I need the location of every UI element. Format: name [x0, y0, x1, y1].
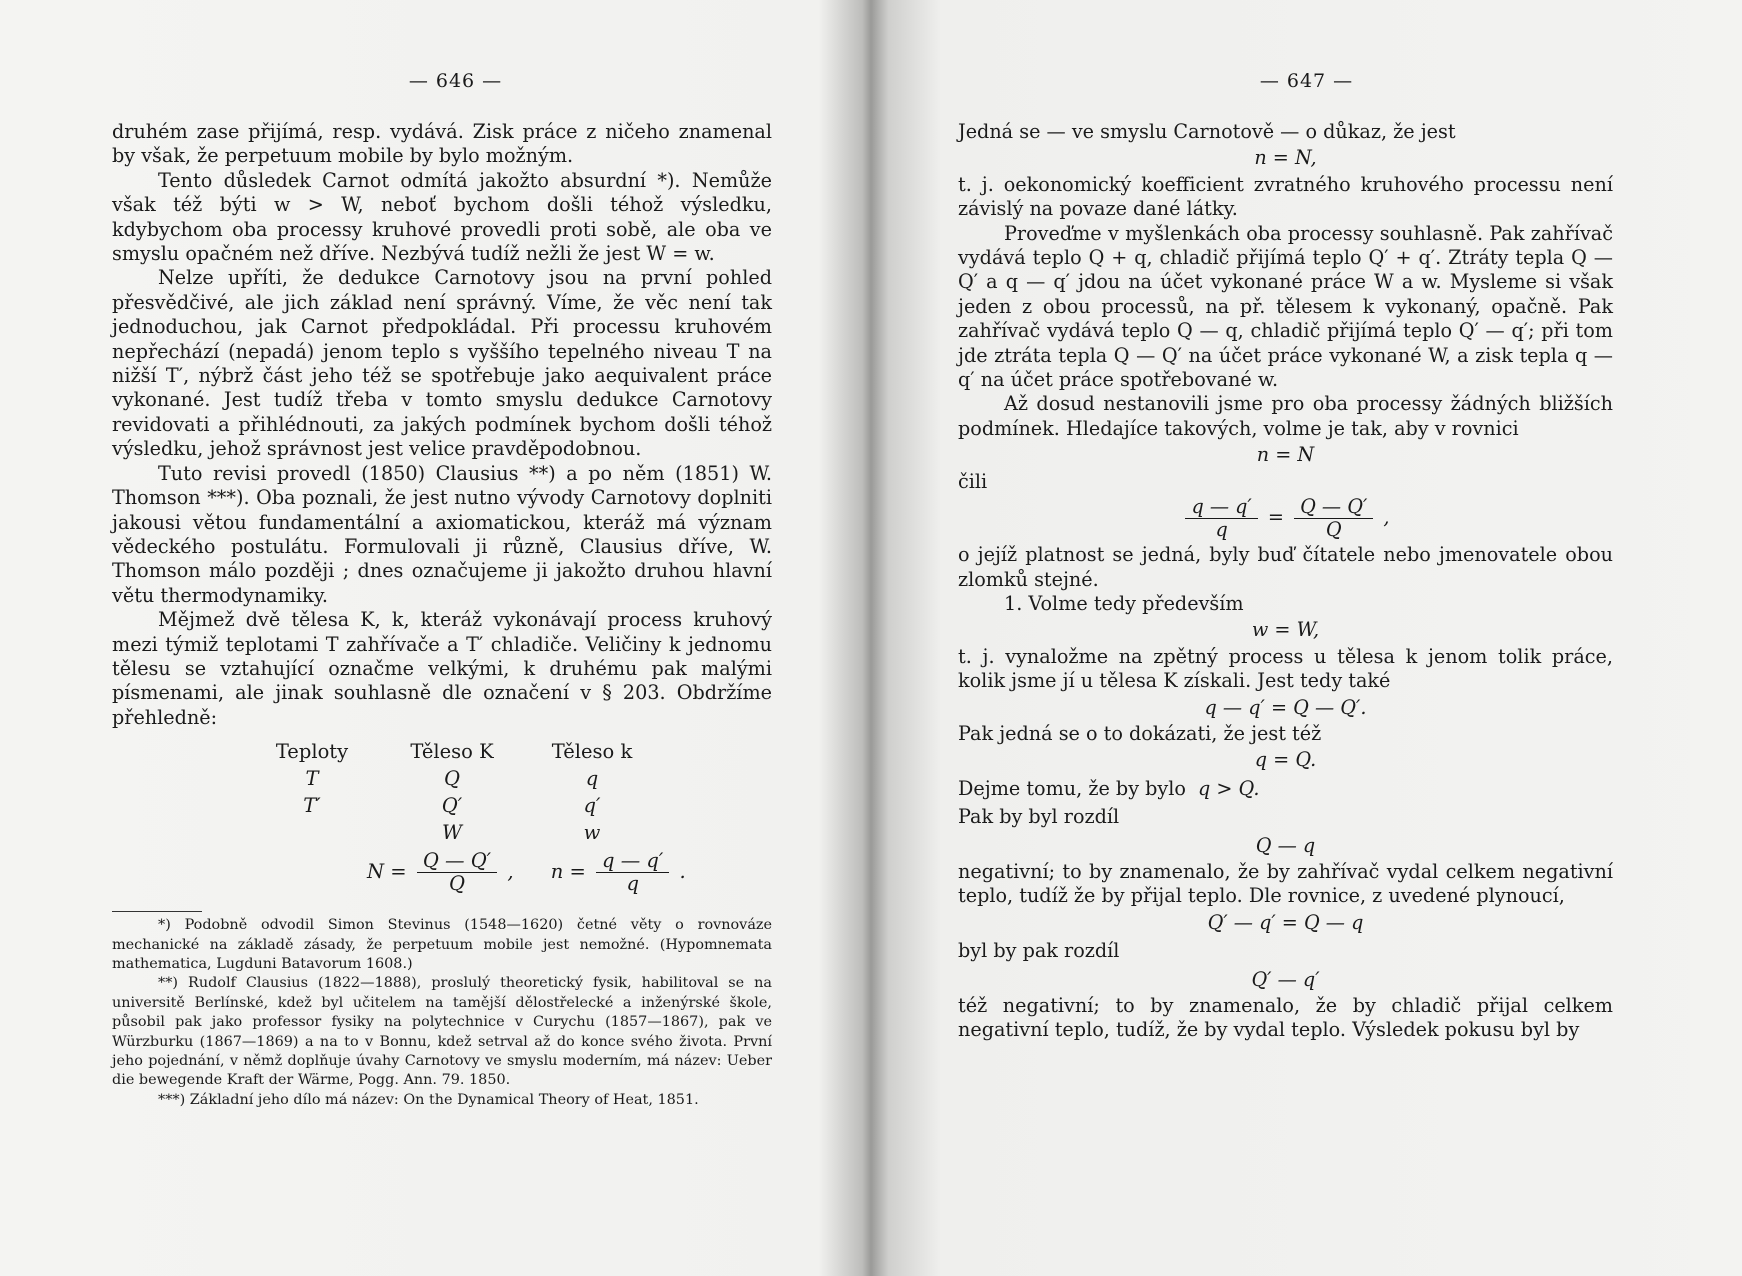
- table-cell: W: [441, 821, 463, 845]
- equation: q — q′ = Q — Q′.: [1204, 695, 1367, 719]
- formula-end: .: [679, 860, 686, 884]
- equation: Q′ — q′: [1251, 967, 1320, 991]
- paragraph: o jejíž platnost se jedná, byly buď čítatele nebo jmenovatele obou zlomků stejné.: [958, 543, 1613, 591]
- footnote-rule: [112, 911, 202, 912]
- efficiency-formula: [367, 850, 772, 895]
- paragraph: Tento důsledek Carnot odmítá jakožto absurdní *). Nemůže však též býti w > W, neboť bychom došli téhož výsledku, kdybychom oba processy kruhové provedli proti sobě, ale oba ve smyslu opačném než dříve. Nezbývá tudíž nežli že jest W = w.: [112, 168, 772, 266]
- footnote: *) Podobně odvodil Simon Stevinus (1548—1620) četné věty o rovnováze mechanické na základě zásady, že perpetuum mobile jest nemožné. (Hypomnemata mathematica, Lugduni Batavorum 1608.): [112, 917, 772, 972]
- fraction-denominator: Q: [1325, 518, 1342, 542]
- table-cell: Q: [444, 767, 460, 791]
- paragraph: Jedná se — ve smyslu Carnotově — o důkaz, že jest: [958, 120, 1456, 143]
- paragraph: druhém zase přijímá, resp. vydává. Zisk práce z ničeho znamenal by však, že perpetuum mobile by bylo možným.: [112, 120, 772, 168]
- table-cell: Q′: [441, 794, 463, 818]
- paragraph: Nelze upříti, že dedukce Carnotovy jsou na první pohled přesvědčivé, ale jich základ není správný. Víme, že věc není tak jednoduchou, jak Carnot předpokládal. Při processu kruhovém nepřechází (nepadá) jenom teplo s vyššího tepelného niveau T na nižší T′, nýbrž část jeho též se spotřebuje jako aequivalent práce vykonané. Jest tudíž třeba v tomto smyslu dedukce Carnotovy revidovati a přihlédnouti, za jakých podmínek bychom došli téhož výsledku, jehož správnost jest velice pravděpodobnou.: [112, 266, 772, 461]
- formula-end: ,: [1383, 505, 1390, 529]
- equation: q = Q.: [1254, 748, 1317, 772]
- paragraph: t. j. oekonomický koefficient zvratného kruhového processu není závislý na povaze dané látky.: [958, 172, 1613, 221]
- equation: n = N: [1256, 443, 1315, 467]
- equation: q > Q.: [1198, 776, 1260, 800]
- table-cell: T: [305, 767, 319, 791]
- equation-label: byl by pak rozdíl: [958, 939, 1120, 963]
- page-number-left: — 646 —: [408, 70, 503, 92]
- paragraph: Až dosud nestanovili jsme pro oba processy žádných bližších podmínek. Hledajíce takových, volme je tak, aby v rovnici: [958, 392, 1613, 440]
- table-header: Těleso k: [551, 740, 633, 764]
- fraction-denominator: Q: [448, 872, 465, 896]
- table-cell: [247, 819, 377, 846]
- fraction-numerator: Q — Q′: [1294, 496, 1373, 519]
- table-cell: T′: [303, 794, 321, 818]
- paragraph: Tuto revisi provedl (1850) Clausius **) a po něm (1851) W. Thomson ***). Oba poznali, že jest nutno vývody Carnotovy doplniti jakousi větou fundamentální a axiomatickou, kteráž má význam vědeckého postulátu. Formulovali ji různě, Clausius dříve, W. Thomson málo později ; dnes označujeme ji jakožto druhou hlavní větu thermodynamiky.: [112, 461, 772, 607]
- footnote: **) Rudolf Clausius (1822—1888), proslulý theoretický fysik, habilitoval se na universitě Berlínské, kdež byl učitelem na tamější dělostřelecké a inženýrské škole, působil pak jako professor fysiky na polytechnice v Curychu (1857—1867), pak ve Würzburku (1867—1869) a na to v Bonnu, kdež setrval až do konce svého života. První jeho pojednání, v němž doplňuje úvahy Carnotovy ve smyslu moderním, má název: Ueber die bewegende Kraft der Wärme, Pogg. Ann. 79. 1850.: [112, 975, 772, 1089]
- table-cell: w: [583, 821, 601, 845]
- fraction-denominator: q: [1215, 518, 1228, 542]
- equation: Q′ — q′ = Q — q: [1207, 910, 1364, 934]
- equation: w = W,: [1251, 618, 1320, 642]
- table-cell: q′: [583, 794, 601, 818]
- equals-sign: =: [1267, 505, 1284, 529]
- footnotes: [112, 916, 772, 1110]
- paragraph: 1. Volme tedy především: [1004, 591, 1244, 615]
- fraction: [1185, 496, 1257, 541]
- comparison-table: [247, 738, 772, 846]
- equation-label: Dejme tomu, že by bylo: [958, 776, 1186, 800]
- equation-line: [958, 777, 1613, 801]
- paragraph: Mějmež dvě tělesa K, k, kteráž vykonávají process kruhový mezi týmiž teplotami T zahřívače a T′ chladiče. Veličiny k jednomu tělesu se vztahující označme velkými, k druhému pak malými písmenami, ale jinak souhlasně dle označení v § 203. Obdržíme přehledně:: [112, 608, 772, 729]
- fraction-denominator: q: [626, 872, 639, 896]
- equation-label: Pak by byl rozdíl: [958, 805, 1120, 829]
- fraction: [417, 850, 497, 895]
- paragraph: čili: [958, 469, 988, 493]
- table-cell: q: [585, 767, 599, 791]
- paragraph: Proveďme v myšlenkách oba processy souhlasně. Pak zahřívač vydává teplo Q + q, chladič přijímá teplo Q′ + q′. Ztráty tepla Q — Q′ a q — q′ jdou na účet vykonané práce W a w. Mysleme si však jeden z obou processů, na př. tělesem k vykonaný, opačně. Pak zahřívač vydává teplo Q — q, chladič přijímá teplo Q′ — q′; při tom jde ztráta tepla Q — Q′ na účet práce vykonané W, a zisk tepla q — q′ na účet práce spotřebované w.: [958, 221, 1613, 392]
- paragraph: Pak jedná se o to dokázati, že jest též: [958, 721, 1322, 745]
- fraction-numerator: q — q′: [596, 850, 669, 873]
- fraction: [1294, 496, 1373, 541]
- equation: n = N,: [1254, 146, 1317, 170]
- equation-line: [958, 805, 1613, 829]
- formula-lhs: N =: [367, 860, 407, 884]
- fraction-numerator: Q — Q′: [417, 850, 497, 873]
- formula-separator: ,: [507, 860, 514, 884]
- fraction: [596, 850, 669, 895]
- right-page-body: [958, 120, 1613, 1043]
- footnote: ***) Základní jeho dílo má název: On the Dynamical Theory of Heat, 1851.: [158, 1091, 699, 1108]
- fraction-numerator: q — q′: [1185, 496, 1257, 519]
- left-page-body: [112, 120, 772, 1110]
- table-header: Teploty: [275, 740, 349, 764]
- paragraph: t. j. vynaložme na zpětný process u tělesa k jenom tolik práce, kolik jsme jí u tělesa K získali. Jest tedy také: [958, 644, 1613, 693]
- table-header: Těleso K: [410, 740, 494, 764]
- equation-line: [958, 939, 1613, 963]
- fraction-equation: [958, 496, 1613, 541]
- paragraph: negativní; to by znamenalo, že by zahřívač vydal celkem negativní teplo, tudíž že by přijal teplo. Dle rovnice, z uvedené plynoucí,: [958, 859, 1613, 908]
- page-number-right: — 647 —: [1259, 70, 1354, 92]
- equation: Q — q: [1255, 833, 1316, 857]
- formula-lhs: n =: [550, 860, 586, 884]
- paragraph: též negativní; to by znamenalo, že by chladič přijal celkem negativní teplo, tudíž, že by vydal teplo. Výsledek pokusu byl by: [958, 994, 1613, 1042]
